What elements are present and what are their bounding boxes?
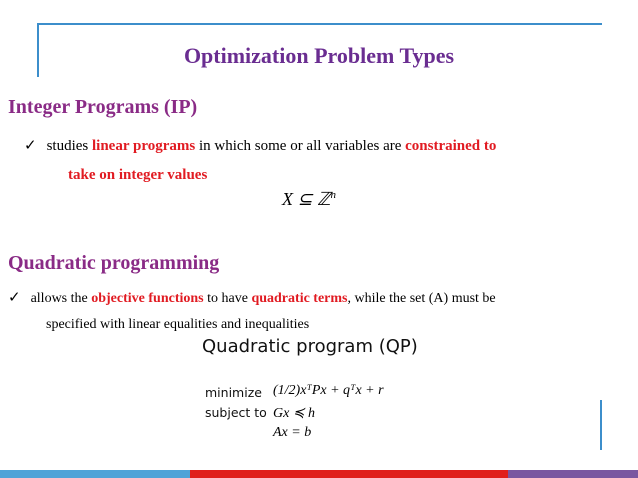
qp-highlight-quadratic: quadratic terms	[251, 291, 348, 306]
qp-subject-to-label: subject to	[205, 405, 267, 420]
footer-bar-purple	[508, 470, 638, 478]
ip-formula	[282, 189, 336, 210]
ip-text-2: in which some or all variables are	[195, 138, 406, 154]
ip-bullet-cont	[68, 167, 207, 184]
qp-highlight-objective: objective functions	[91, 291, 204, 306]
qp-text-1: allows the	[30, 291, 92, 306]
footer-bar-blue	[0, 470, 190, 478]
ip-highlight-constrained: constrained to	[405, 138, 497, 154]
ip-bullet	[24, 136, 496, 155]
checkmark-icon: ✓	[24, 136, 37, 154]
ip-text-1: studies	[46, 138, 92, 154]
qp-constraint-1: Gx ≼ h	[273, 406, 316, 421]
qp-text-3: , while the set (A) must be	[347, 291, 496, 306]
qp-minimize-label: minimize	[205, 385, 262, 400]
slide-title: Optimization Problem Types	[183, 43, 455, 68]
frame-right-line	[600, 400, 602, 450]
qp-text-2: to have	[203, 291, 252, 306]
qp-constraint-2: Ax = b	[273, 425, 312, 440]
ip-highlight-integer-values: take on integer values	[68, 167, 208, 183]
ip-highlight-linear-programs: linear programs	[92, 138, 196, 154]
qp-bullet	[8, 288, 496, 307]
footer-bar-red	[190, 470, 508, 478]
frame-top-line	[37, 23, 602, 25]
qp-bullet-cont: specified with linear equalities and inequalities	[46, 317, 310, 332]
qp-heading: Quadratic programming	[8, 252, 220, 274]
checkmark-icon: ✓	[8, 288, 21, 306]
qp-box-title: Quadratic program (QP)	[202, 336, 418, 357]
ip-formula-exponent: n	[330, 189, 336, 201]
qp-objective: (1/2)xᵀPx + qᵀx + r	[273, 383, 384, 398]
ip-heading: Integer Programs (IP)	[8, 96, 198, 118]
ip-formula-set: X ⊆ ℤ	[282, 189, 331, 209]
